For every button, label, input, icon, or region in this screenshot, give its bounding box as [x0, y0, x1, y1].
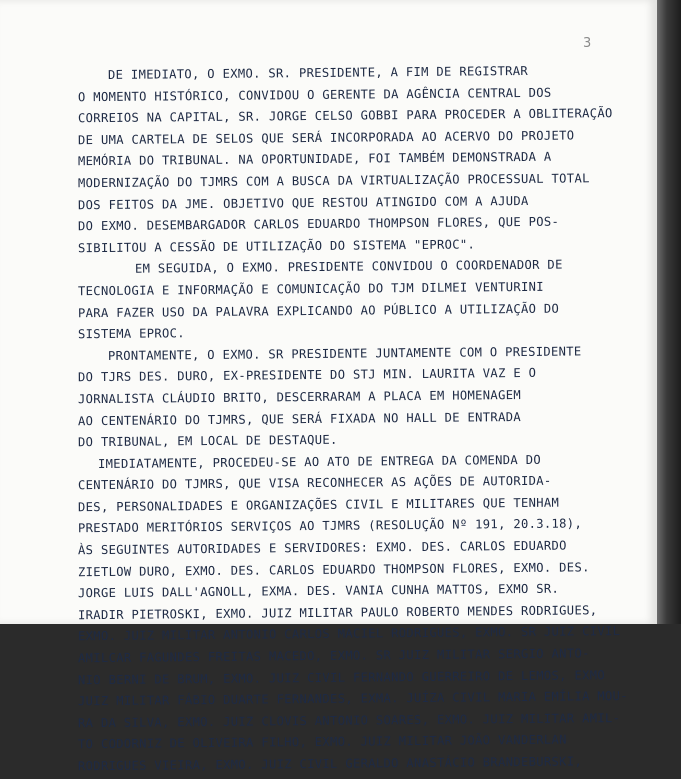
handwritten-line: TO CODORNIZ DE OLIVEIRA FILHO, EXMO. JUIZ MILITAR JOÃO VANDERLAN — [77, 732, 567, 752]
handwritten-line: DOS FEITOS DA JME. OBJETIVO QUE RESTOU ATINGIDO COM A AJUDA — [77, 193, 529, 212]
handwritten-line: PRONTAMENTE, O EXMO. SR PRESIDENTE JUNTAMENTE COM O PRESIDENTE — [107, 344, 582, 363]
handwritten-line: EM SEGUIDA, O EXMO. PRESIDENTE CONVIDOU O COORDENADOR DE — [134, 257, 563, 277]
handwritten-line: DE UMA CARTELA DE SELOS QUE SERÁ INCORPORADA AO ACERVO DO PROJETO — [77, 128, 575, 148]
handwritten-line: DE IMEDIATO, O EXMO. SR. PRESIDENTE, A FIM DE REGISTRAR — [107, 63, 529, 82]
handwritten-line: RA DA SILVA, EXMO. JUIZ CLOVIS ANTONIO SOARES, EXMO. JUIZ MILITAR AMIL- — [77, 710, 621, 731]
handwritten-line: EXMO. JUIZ MILITAR ANTONIO CARLOS MACIEL RODRIGUES, EXMO. SR JUIZ CIVIL — [77, 624, 621, 644]
handwritten-line: ÀS SEGUINTES AUTORIDADES E SERVIDORES: EXMO. DES. CARLOS EDUARDO — [77, 538, 567, 558]
handwritten-line: JORGE LUIS DALL'AGNOLL, EXMA. DES. VANIA CUNHA MATTOS, EXMO SR. — [77, 581, 560, 601]
handwritten-line: O MOMENTO HISTÓRICO, CONVIDOU O GERENTE DA AGÊNCIA CENTRAL DOS — [77, 85, 552, 104]
handwritten-line: CENTENÁRIO DO TJMRS, QUE VISA RECONHECER AS AÇÕES DE AUTORIDA- — [77, 473, 552, 493]
handwritten-line: DO TRIBUNAL, EM LOCAL DE DESTAQUE. — [77, 432, 338, 450]
handwritten-line: SIBILITOU A CESSÃO DE UTILIZAÇÃO DO SISTEMA "EPROC". — [77, 237, 476, 256]
handwritten-line: NIO BERNI DE BRUM, EXMO. JUIZ CIVIL FERNANDO GUERREIRO DE LEMOS, EXMO — [77, 667, 606, 687]
handwritten-line: SISTEMA EPROC. — [77, 326, 185, 342]
handwritten-line: CORREIOS NA CAPITAL, SR. JORGE CELSO GOBBI PARA PROCEDER A OBLITERAÇÃO — [77, 106, 613, 126]
handwritten-line: DES, PERSONALIDADES E ORGANIZAÇÕES CIVIL E MILITARES QUE TENHAM — [77, 495, 560, 515]
handwritten-line: RODRIGUES VIEIRA, EXMO. JUIZ CIVIL GERALDO ANASTÁCIO BRANDEBURSKI, — [77, 754, 583, 774]
handwritten-line: PARA FAZER USO DA PALAVRA EXPLICANDO AO PÚBLICO A UTILIZAÇÃO DO — [77, 301, 560, 320]
handwritten-line: DO TJRS DES. DURO, EX-PRESIDENTE DO STJ MIN. LAURITA VAZ E O — [77, 366, 537, 385]
handwritten-line: MODERNIZAÇÃO DO TJMRS COM A BUSCA DA VIRTUALIZAÇÃO PROCESSUAL TOTAL — [77, 171, 590, 191]
handwritten-line: DO EXMO. DESEMBARGADOR CARLOS EDUARDO THOMPSON FLORES, QUE POS- — [77, 214, 560, 234]
handwritten-line: IMEDIATAMENTE, PROCEDEU-SE AO ATO DE ENTREGA DA COMENDA DO — [97, 452, 542, 471]
handwritten-line: PRESTADO MERITÓRIOS SERVIÇOS AO TJMRS (RESOLUÇÃO Nº 191, 20.3.18), — [77, 516, 583, 536]
handwritten-line: JORNALISTA CLÁUDIO BRITO, DESCERRARAM A PLACA EM HOMENAGEM — [77, 387, 522, 407]
handwritten-line: ZIETLOW DURO, EXMO. DES. CARLOS EDUARDO THOMPSON FLORES, EXMO. DES. — [77, 559, 590, 579]
page-number: 3 — [583, 36, 592, 51]
handwritten-text-block — [0, 63, 657, 779]
page-edge-shadow — [657, 0, 681, 624]
handwritten-line: TECNOLOGIA E INFORMAÇÃO E COMUNICAÇÃO DO TJM DILMEI VENTURINI — [77, 279, 544, 299]
handwritten-line: IRADIR PIETROSKI, EXMO. JUIZ MILITAR PAULO ROBERTO MENDES RODRIGUES, — [77, 603, 598, 623]
handwritten-line: AO CENTENÁRIO DO TJMRS, QUE SERÁ FIXADA NO HALL DE ENTRADA — [77, 409, 522, 428]
handwritten-line: MEMÓRIA DO TRIBUNAL. NA OPORTUNIDADE, FOI TAMBÉM DEMONSTRADA A — [77, 150, 552, 169]
handwritten-line: AMILCAR FAGUNDES FREITAS MACEDO, EXMO. SR JUIZ MILITAR SERGIO ANTO- — [77, 646, 590, 666]
handwritten-line: JUIZ MILITAR FÁBIO DUARTE FERNANDES, EXMA. JUÍZA CIVIL MARIA EMÍLIA MOU- — [77, 689, 628, 709]
